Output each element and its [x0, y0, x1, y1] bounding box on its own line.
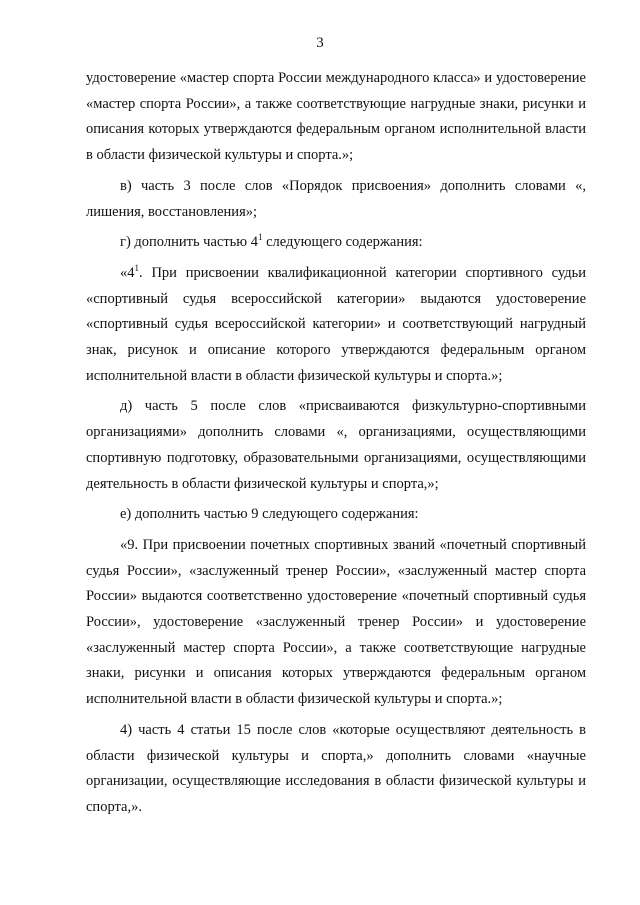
- paragraph-item-g: [86, 230, 586, 256]
- paragraph-part-4-1: [86, 261, 586, 390]
- document-body: [86, 66, 586, 826]
- paragraph-part-4-1-text-start: «4: [120, 264, 135, 281]
- paragraph-part-9: «9. При присвоении почетных спортивных званий «почетный спортивный судья России», «заслуженный тренер России», «заслуженный мастер спорта России» выдаются соответственно удостоверение «почетный спортивный судья России», удостоверение «заслуженный тренер России» и удостоверение «заслуженный мастер спорта России», а также соответствующие нагрудные знаки, рисунки и описания которых утверждаются федеральным органом исполнительной власти в области физической культуры и спорта.»;: [86, 536, 586, 708]
- paragraph-item-d: д) часть 5 после слов «присваиваются физкультурно-спортивными организациями» дополнить словами «, организациями, осуществляющими спортивную подготовку, образовательными организациями, осуществляющими деятельность в области физической культуры и спорта,»;: [86, 398, 586, 492]
- page-number: 3: [316, 35, 324, 51]
- paragraph-item-e: е) дополнить частью 9 следующего содержания:: [120, 506, 419, 523]
- paragraph-continuation: удостоверение «мастер спорта России международного класса» и удостоверение «мастер спорта России», а также соответствующие нагрудные знаки, рисунки и описания которых утверждаются федеральным органом исполнительной власти в области физической культуры и спорта.»;: [86, 70, 586, 164]
- paragraph-item-g-text-end: следующего содержания:: [262, 234, 423, 251]
- paragraph-item-v: в) часть 3 после слов «Порядок присвоения» дополнить словами «, лишения, восстановления»;: [86, 177, 586, 220]
- superscript-marker: 1: [258, 232, 263, 243]
- paragraph-item-g-text-start: г) дополнить частью 4: [120, 234, 258, 251]
- superscript-marker: 1: [134, 262, 139, 273]
- paragraph-part-4-1-text-end: . При присвоении квалификационной категории спортивного судьи «спортивный судья всероссийской категории» выдаются удостоверение «спортивный судья всероссийской категории» и соответствующий нагрудный знак, рисунок и описание которого утверждаются федеральным органом исполнительной власти в области физической культуры и спорта.»;: [86, 264, 586, 384]
- paragraph-item-4: 4) часть 4 статьи 15 после слов «которые осуществляют деятельность в области физической культуры и спорта,» дополнить словами «научные организации, осуществляющие исследования в области физической культуры и спорта,».: [86, 721, 586, 815]
